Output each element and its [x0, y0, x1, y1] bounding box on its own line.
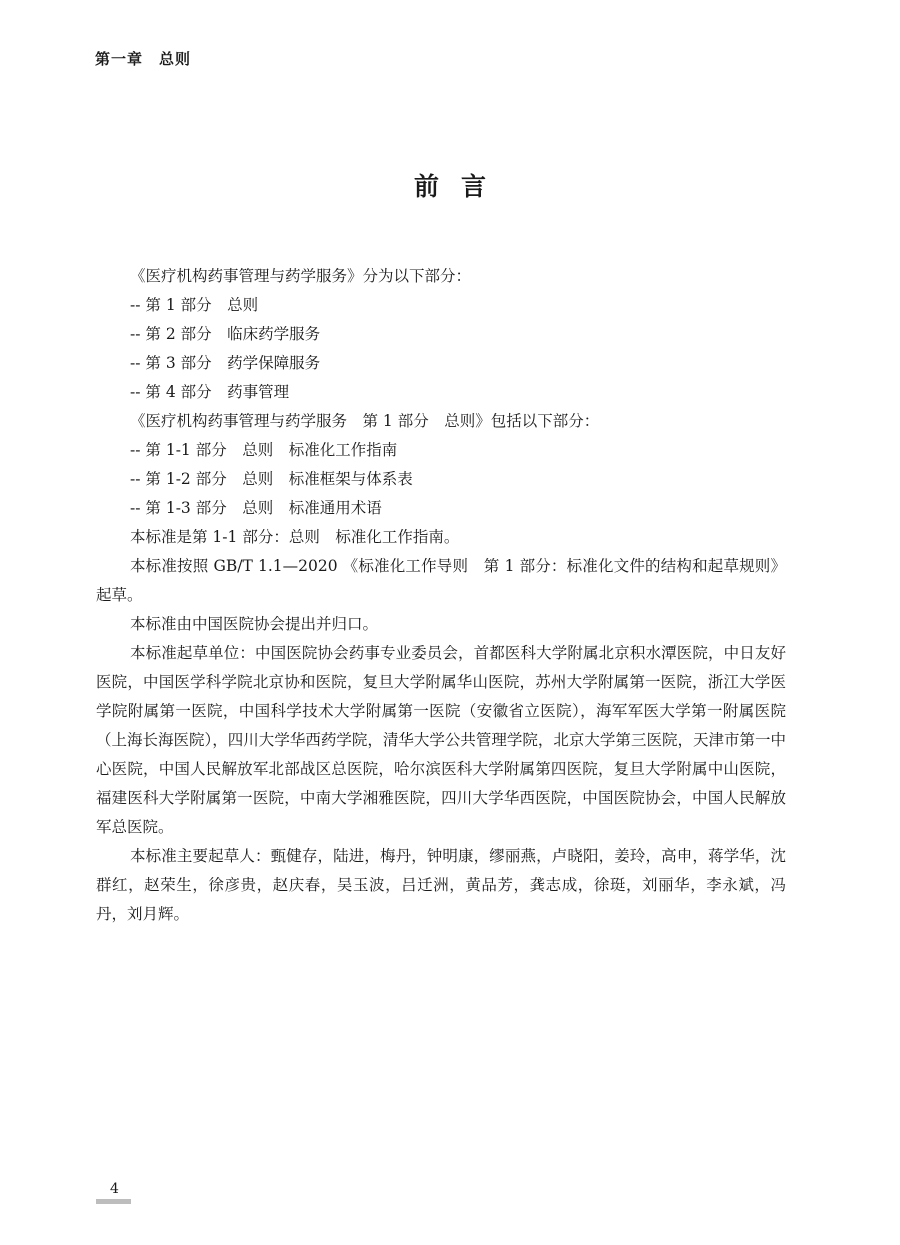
subpart-list-item: -- 第 1-1 部分 总则 标准化工作指南	[130, 441, 398, 459]
part-list-item: -- 第 1 部分 总则	[130, 296, 259, 314]
subpart-list-item: -- 第 1-3 部分 总则 标准通用术语	[130, 499, 382, 517]
paragraph-drafting-units: 本标准起草单位：中国医院协会药事专业委员会，首都医科大学附属北京积水潭医院，中日友好医院，中国医学科学院北京协和医院，复旦大学附属华山医院，苏州大学附属第一医院，浙江大学医学院附属第一医院，中国科学技术大学附属第一医院（安徽省立医院），海军军医大学第一附属医院（上海长海医院），四川大学华西药学院，清华大学公共管理学院，北京大学第三医院，天津市第一中心医院，中国人民解放军北部战区总医院，哈尔滨医科大学附属第四医院，复旦大学附属中山医院，福建医科大学附属第一医院，中南大学湘雅医院，四川大学华西医院，中国医院协会，中国人民解放军总医院。	[96, 644, 786, 836]
paragraph-drafters: 本标准主要起草人：甄健存，陆进，梅丹，钟明康，缪丽燕，卢晓阳，姜玲，高申，蒋学华，沈群红，赵荣生，徐彦贵，赵庆春，吴玉波，吕迁洲，黄品芳，龚志成，徐珽，刘丽华，李永斌，冯丹，刘月辉。	[96, 847, 786, 923]
page-number-bar	[96, 1199, 131, 1204]
paragraph-proposer: 本标准由中国医院协会提出并归口。	[130, 615, 379, 633]
page-number: 4	[110, 1181, 119, 1197]
subparts-intro: 《医疗机构药事管理与药学服务 第 1 部分 总则》包括以下部分：	[130, 412, 600, 430]
paragraph-drafting-rules: 本标准按照 GB/T 1.1—2020 《标准化工作导则 第 1 部分：标准化文件的结构和起草规则》起草。	[96, 557, 786, 604]
document-body	[96, 262, 786, 929]
part-list-item: -- 第 3 部分 药学保障服务	[130, 354, 321, 372]
part-list-item: -- 第 4 部分 药事管理	[130, 383, 290, 401]
page-title: 前言	[413, 172, 508, 201]
part-list-item: -- 第 2 部分 临床药学服务	[130, 325, 321, 343]
subpart-list-item: -- 第 1-2 部分 总则 标准框架与体系表	[130, 470, 413, 488]
parts-intro: 《医疗机构药事管理与药学服务》分为以下部分：	[130, 267, 472, 285]
paragraph-part-statement: 本标准是第 1-1 部分：总则 标准化工作指南。	[130, 528, 460, 546]
running-head: 第一章 总则	[95, 50, 192, 68]
